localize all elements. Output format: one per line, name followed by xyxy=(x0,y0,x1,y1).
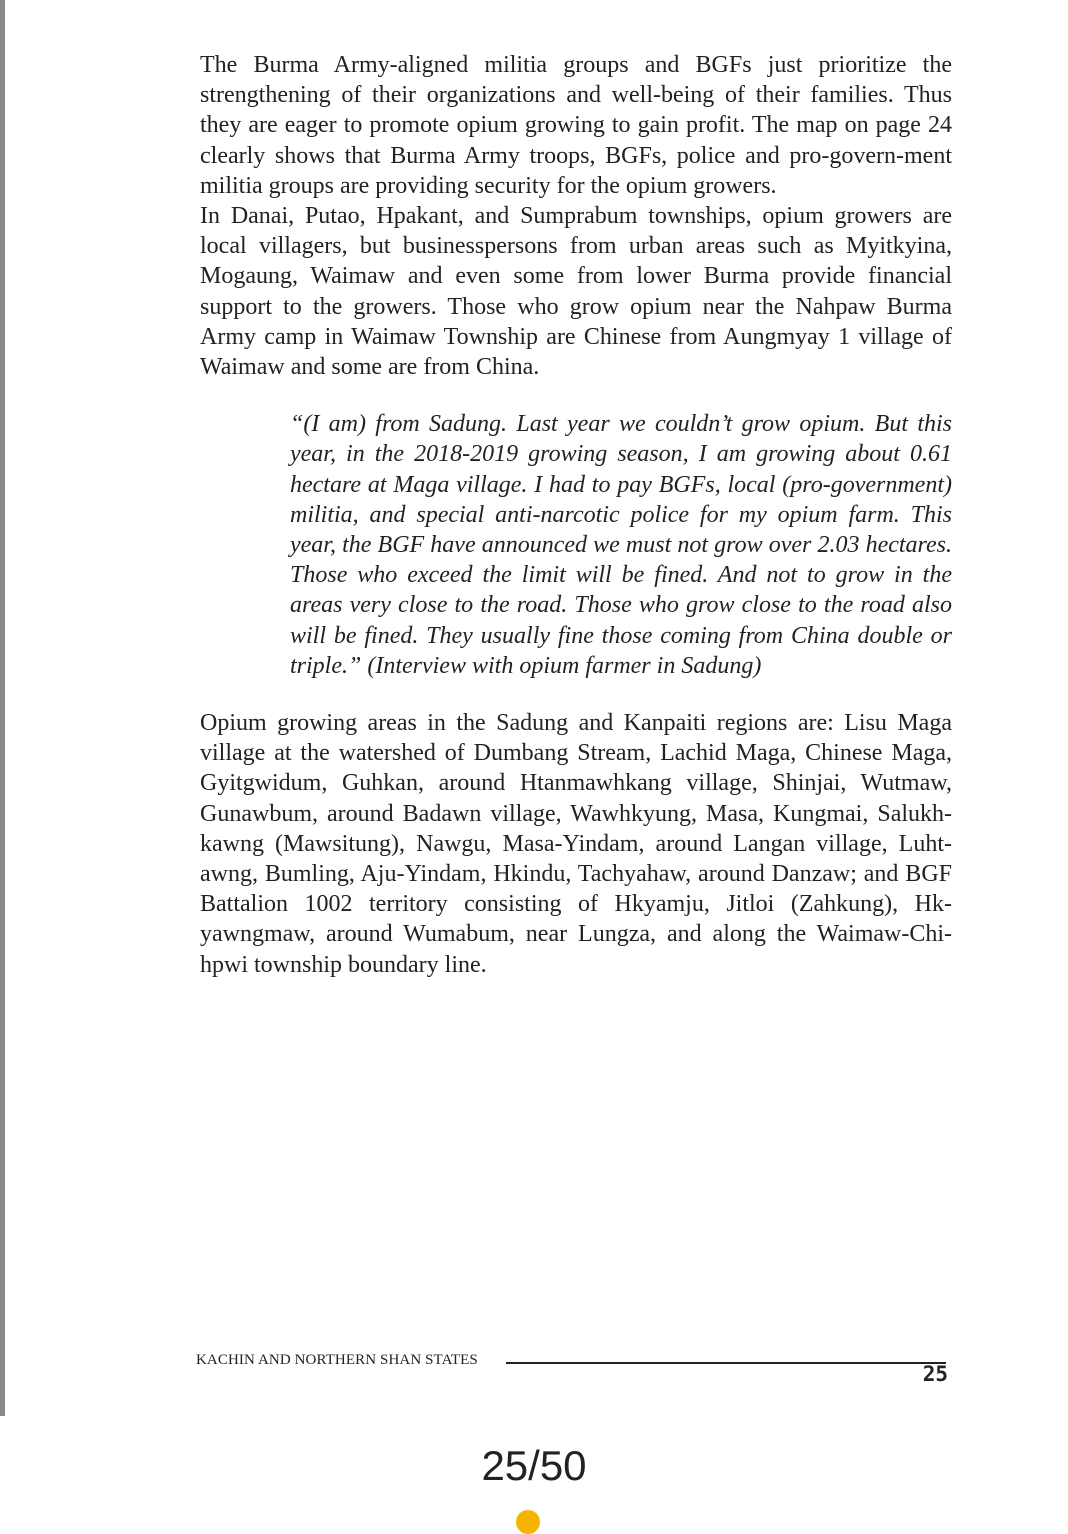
paragraph-1: The Burma Army-aligned militia groups and BGFs just prioritize the strengthening of their organizations and well-being of their families. Thus they are eager to promote opium growing to gain profit. The map on page 24 clearly shows that Burma Army troops, BGFs, police and pro-govern-ment militia groups are providing security for the opium growers. xyxy=(200,52,952,199)
running-footer-title: KACHIN AND NORTHERN SHAN STATES xyxy=(196,1352,478,1368)
document-page xyxy=(5,0,1068,1416)
page-footer xyxy=(196,1352,948,1386)
paragraph-3: Opium growing areas in the Sadung and Kanpaiti regions are: Lisu Maga village at the watershed of Dumbang Stream, Lachid Maga, Chinese Maga, Gyitgwidum, Guhkan, around Htanmawhkang village, Shinjai, Wutmaw, Gunawbum, around Badawn village, Wawhkyung, Masa, Kungmai, Salukh-kawng (Mawsitung), Nawgu, Masa-Yindam, around Langan village, Luht-awng, Bumling, Aju-Yindam, Hkindu, Tachyahaw, around Danzaw; and BGF Battalion 1002 territory consisting of Hkyamju, Jitloi (Zahkung), Hk-yawngmaw, around Wumabum, near Lungza, and along the Waimaw-Chi-hpwi township boundary line. xyxy=(200,710,952,978)
page-counter[interactable]: 25/50 xyxy=(481,1442,587,1489)
footer-divider xyxy=(506,1362,946,1364)
page-body xyxy=(200,50,952,980)
interview-quote: “(I am) from Sadung. Last year we couldn’t grow opium. But this year, in the 2018-2019 growing season, I am growing about 0.61 hectare at Maga village. I had to pay BGFs, local (pro-government) militia, and special anti-narcotic police for my opium farm. This year, the BGF have announced we must not grow over 2.03 hectares. Those who exceed the limit will be fined. And not to grow in the areas very close to the road. Those who grow close to the road also will be fined. They usually fine those coming from China double or triple.” (Interview with opium farmer in Sadung) xyxy=(290,411,952,679)
page-number: 25 xyxy=(922,1362,948,1386)
paragraph-2: In Danai, Putao, Hpakant, and Sumprabum townships, opium growers are local villagers, but businesspersons from urban areas such as Myitkyina, Mogaung, Waimaw and even some from lower Burma provide financial support to the growers. Those who grow opium near the Nahpaw Burma Army camp in Waimaw Township are Chinese from Aungmyay 1 village of Waimaw and some are from China. xyxy=(200,203,952,381)
viewer-status-bar xyxy=(0,1416,1068,1514)
